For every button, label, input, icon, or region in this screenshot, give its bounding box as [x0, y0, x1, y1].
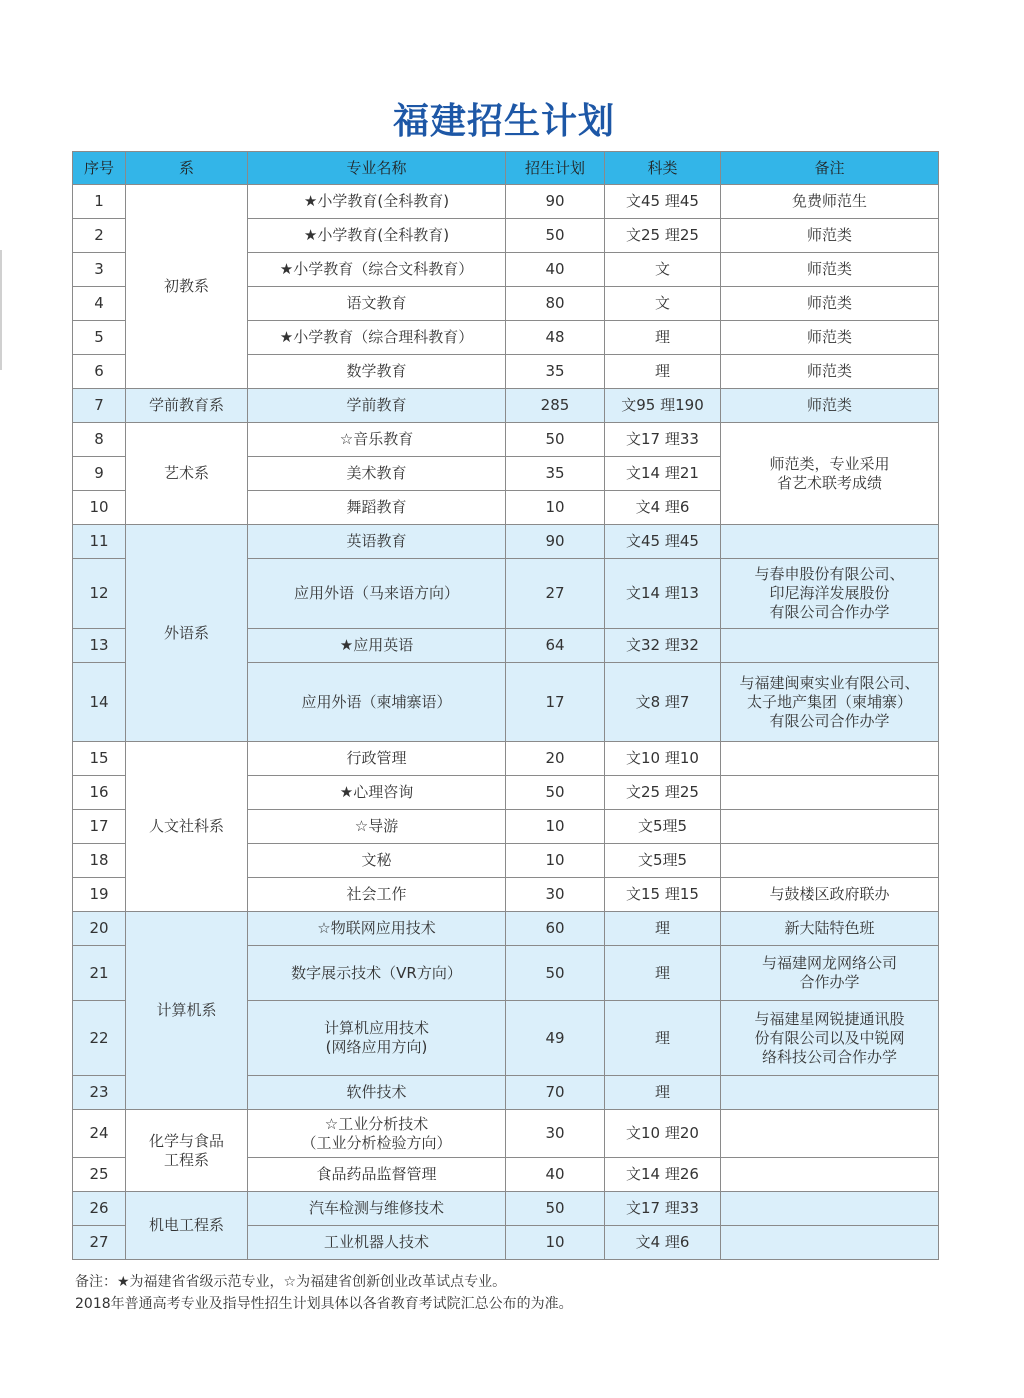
subject-cell: 文25 理25: [605, 219, 721, 253]
table-row: [73, 389, 939, 423]
plan-cell: 35: [506, 355, 605, 389]
seq-cell: 10: [73, 491, 126, 525]
department-cell: 计算机系: [126, 912, 248, 1110]
subject-cell: 文15 理15: [605, 878, 721, 912]
seq-cell: 6: [73, 355, 126, 389]
department-cell: 学前教育系: [126, 389, 248, 423]
major-cell: ☆导游: [248, 810, 506, 844]
plan-cell: 30: [506, 1110, 605, 1158]
major-cell: 学前教育: [248, 389, 506, 423]
note-cell: 新大陆特色班: [721, 912, 939, 946]
seq-cell: 16: [73, 776, 126, 810]
footnote: [75, 1271, 573, 1315]
seq-cell: 11: [73, 525, 126, 559]
plan-cell: 10: [506, 491, 605, 525]
plan-cell: 30: [506, 878, 605, 912]
note-cell: 师范类: [721, 321, 939, 355]
major-cell: ★心理咨询: [248, 776, 506, 810]
plan-cell: 10: [506, 1226, 605, 1260]
plan-cell: 20: [506, 742, 605, 776]
major-cell: 英语教育: [248, 525, 506, 559]
seq-cell: 1: [73, 185, 126, 219]
note-cell: 师范类: [721, 355, 939, 389]
plan-cell: 50: [506, 1192, 605, 1226]
seq-cell: 25: [73, 1158, 126, 1192]
seq-cell: 15: [73, 742, 126, 776]
subject-cell: 文25 理25: [605, 776, 721, 810]
seq-cell: 26: [73, 1192, 126, 1226]
header-major: 专业名称: [248, 152, 506, 185]
major-cell: ☆物联网应用技术: [248, 912, 506, 946]
plan-cell: 50: [506, 776, 605, 810]
note-cell: [721, 1158, 939, 1192]
note-cell: 免费师范生: [721, 185, 939, 219]
major-cell: ★小学教育（综合理科教育）: [248, 321, 506, 355]
major-cell: ☆工业分析技术 （工业分析检验方向）: [248, 1110, 506, 1158]
table-header-row: [73, 152, 939, 185]
seq-cell: 20: [73, 912, 126, 946]
major-cell: 舞蹈教育: [248, 491, 506, 525]
note-cell: [721, 810, 939, 844]
seq-cell: 12: [73, 559, 126, 629]
note-cell: 师范类，专业采用 省艺术联考成绩: [721, 423, 939, 525]
header-seq: 序号: [73, 152, 126, 185]
major-cell: 应用外语（马来语方向）: [248, 559, 506, 629]
seq-cell: 2: [73, 219, 126, 253]
major-cell: 语文教育: [248, 287, 506, 321]
subject-cell: 文14 理21: [605, 457, 721, 491]
note-cell: [721, 742, 939, 776]
major-cell: 数学教育: [248, 355, 506, 389]
page-edge-mark: [0, 250, 2, 370]
subject-cell: 文45 理45: [605, 185, 721, 219]
plan-cell: 27: [506, 559, 605, 629]
subject-cell: 理: [605, 912, 721, 946]
note-cell: [721, 844, 939, 878]
major-cell: 汽车检测与维修技术: [248, 1192, 506, 1226]
header-department: 系: [126, 152, 248, 185]
major-cell: 食品药品监督管理: [248, 1158, 506, 1192]
note-cell: 师范类: [721, 389, 939, 423]
subject-cell: 文4 理6: [605, 1226, 721, 1260]
subject-cell: 文: [605, 287, 721, 321]
plan-cell: 80: [506, 287, 605, 321]
plan-cell: 35: [506, 457, 605, 491]
note-cell: [721, 776, 939, 810]
major-cell: ★应用英语: [248, 629, 506, 663]
plan-cell: 48: [506, 321, 605, 355]
subject-cell: 理: [605, 355, 721, 389]
seq-cell: 13: [73, 629, 126, 663]
note-cell: [721, 1226, 939, 1260]
subject-cell: 文14 理13: [605, 559, 721, 629]
table-row: [73, 1110, 939, 1158]
note-cell: 与福建星网锐捷通讯股 份有限公司以及中锐网 络科技公司合作办学: [721, 1001, 939, 1076]
seq-cell: 18: [73, 844, 126, 878]
subject-cell: 理: [605, 1076, 721, 1110]
note-cell: 与春申股份有限公司、 印尼海洋发展股份 有限公司合作办学: [721, 559, 939, 629]
subject-cell: 文4 理6: [605, 491, 721, 525]
table-row: [73, 525, 939, 559]
seq-cell: 23: [73, 1076, 126, 1110]
footnote-line-1: 备注：★为福建省省级示范专业，☆为福建省创新创业改革试点专业。: [75, 1274, 507, 1290]
major-cell: 软件技术: [248, 1076, 506, 1110]
table-row: [73, 185, 939, 219]
note-cell: [721, 525, 939, 559]
page-title: 福建招生计划: [392, 101, 615, 142]
department-cell: 初教系: [126, 185, 248, 389]
major-cell: 文秘: [248, 844, 506, 878]
table-row: [73, 423, 939, 457]
subject-cell: 文: [605, 253, 721, 287]
subject-cell: 文32 理32: [605, 629, 721, 663]
enrollment-plan-table: [72, 151, 939, 1260]
plan-cell: 60: [506, 912, 605, 946]
footnote-line-2: 2018年普通高考专业及指导性招生计划具体以各省教育考试院汇总公布的为准。: [75, 1296, 573, 1312]
major-cell: 应用外语（柬埔寨语）: [248, 663, 506, 742]
plan-cell: 70: [506, 1076, 605, 1110]
seq-cell: 17: [73, 810, 126, 844]
department-cell: 机电工程系: [126, 1192, 248, 1260]
note-cell: 与福建网龙网络公司 合作办学: [721, 946, 939, 1001]
subject-cell: 文8 理7: [605, 663, 721, 742]
department-cell: 外语系: [126, 525, 248, 742]
major-cell: 工业机器人技术: [248, 1226, 506, 1260]
seq-cell: 9: [73, 457, 126, 491]
major-cell: 社会工作: [248, 878, 506, 912]
note-cell: [721, 1076, 939, 1110]
plan-cell: 40: [506, 253, 605, 287]
subject-cell: 文10 理20: [605, 1110, 721, 1158]
subject-cell: 文10 理10: [605, 742, 721, 776]
subject-cell: 文95 理190: [605, 389, 721, 423]
subject-cell: 理: [605, 946, 721, 1001]
table-row: [73, 912, 939, 946]
major-cell: ★小学教育(全科教育): [248, 219, 506, 253]
header-plan: 招生计划: [506, 152, 605, 185]
subject-cell: 理: [605, 321, 721, 355]
note-cell: 师范类: [721, 287, 939, 321]
major-cell: 数字展示技术（VR方向）: [248, 946, 506, 1001]
major-cell: 行政管理: [248, 742, 506, 776]
subject-cell: 文17 理33: [605, 423, 721, 457]
subject-cell: 文17 理33: [605, 1192, 721, 1226]
plan-cell: 10: [506, 810, 605, 844]
plan-cell: 49: [506, 1001, 605, 1076]
subject-cell: 文14 理26: [605, 1158, 721, 1192]
subject-cell: 文5理5: [605, 844, 721, 878]
header-subject: 科类: [605, 152, 721, 185]
seq-cell: 3: [73, 253, 126, 287]
plan-cell: 50: [506, 219, 605, 253]
seq-cell: 4: [73, 287, 126, 321]
subject-cell: 文5理5: [605, 810, 721, 844]
major-cell: ☆音乐教育: [248, 423, 506, 457]
subject-cell: 理: [605, 1001, 721, 1076]
plan-cell: 10: [506, 844, 605, 878]
department-cell: 艺术系: [126, 423, 248, 525]
seq-cell: 27: [73, 1226, 126, 1260]
plan-cell: 64: [506, 629, 605, 663]
seq-cell: 22: [73, 1001, 126, 1076]
seq-cell: 21: [73, 946, 126, 1001]
note-cell: 与鼓楼区政府联办: [721, 878, 939, 912]
plan-cell: 40: [506, 1158, 605, 1192]
table-row: [73, 1192, 939, 1226]
plan-cell: 90: [506, 525, 605, 559]
seq-cell: 19: [73, 878, 126, 912]
major-cell: ★小学教育(全科教育): [248, 185, 506, 219]
plan-cell: 285: [506, 389, 605, 423]
seq-cell: 24: [73, 1110, 126, 1158]
seq-cell: 5: [73, 321, 126, 355]
note-cell: 与福建闽柬实业有限公司、 太子地产集团（柬埔寨） 有限公司合作办学: [721, 663, 939, 742]
subject-cell: 文45 理45: [605, 525, 721, 559]
seq-cell: 7: [73, 389, 126, 423]
seq-cell: 8: [73, 423, 126, 457]
note-cell: 师范类: [721, 219, 939, 253]
plan-cell: 90: [506, 185, 605, 219]
note-cell: [721, 1110, 939, 1158]
header-note: 备注: [721, 152, 939, 185]
major-cell: 计算机应用技术 (网络应用方向): [248, 1001, 506, 1076]
plan-cell: 17: [506, 663, 605, 742]
department-cell: 人文社科系: [126, 742, 248, 912]
note-cell: 师范类: [721, 253, 939, 287]
major-cell: ★小学教育（综合文科教育）: [248, 253, 506, 287]
seq-cell: 14: [73, 663, 126, 742]
plan-cell: 50: [506, 423, 605, 457]
major-cell: 美术教育: [248, 457, 506, 491]
department-cell: 化学与食品 工程系: [126, 1110, 248, 1192]
table-row: [73, 742, 939, 776]
plan-cell: 50: [506, 946, 605, 1001]
note-cell: [721, 629, 939, 663]
note-cell: [721, 1192, 939, 1226]
